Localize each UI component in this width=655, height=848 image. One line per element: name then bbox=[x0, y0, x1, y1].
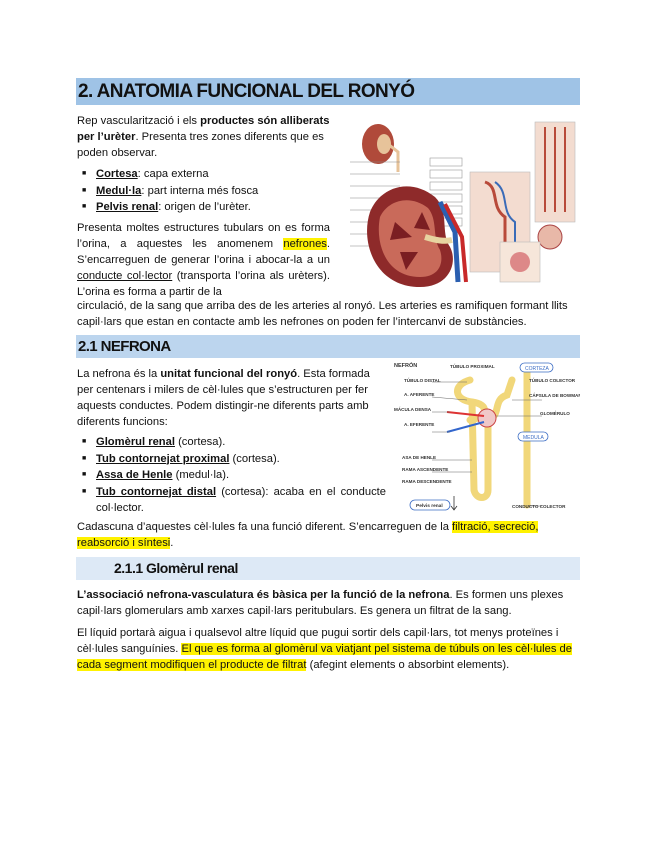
nefron-label: NEFRÓN bbox=[394, 363, 418, 369]
nephron-parts-list bbox=[80, 434, 386, 517]
zones-list bbox=[80, 166, 340, 216]
nephron-figure bbox=[392, 360, 580, 515]
corteza-label: CORTEZA bbox=[525, 366, 549, 372]
glomerulo-label: GLOMÉRULO bbox=[540, 411, 570, 416]
section-heading-glomerul: 2.1.1 Glomèrul renal bbox=[76, 557, 580, 580]
distal-label: TÚBULO DISTAL bbox=[404, 378, 441, 383]
proximal-label: TÚBULO PROXIMAL bbox=[450, 364, 495, 369]
aferente-label: A. AFERENTE bbox=[404, 392, 435, 397]
kidney-anatomy-figure bbox=[340, 112, 580, 292]
list-item: ■ Glomèrul renal (cortesa). bbox=[80, 434, 386, 451]
eferente-label: A. EFERENTE bbox=[404, 422, 435, 427]
funcions-paragraph: Cadascuna d’aquestes cèl·lules fa una funció diferent. S’encarreguen de la filtració, secreció, reabsorció i síntesi. bbox=[77, 521, 539, 549]
conducto-label: CONDUCTO COLECTOR bbox=[512, 504, 566, 509]
list-item: ■ Medul·la: part interna més fosca bbox=[80, 183, 340, 200]
nefrona-paragraph: La nefrona és la unitat funcional del ronyó. Esta formada per centenars i milers de cèl·lules que s’estructuren per fer aquests conductes. Podem distingir-ne diferents parts amb diferents funcions: bbox=[77, 368, 370, 428]
section-heading-nefrona: 2.1 NEFRONA bbox=[76, 335, 580, 358]
medula-label: MEDULA bbox=[523, 435, 544, 441]
circulacio-paragraph: circulació, de la sang que arriba des de les arteries al ronyó. Les arteries es ramifiquen formant llits capil·lars que estan en contacte amb les nefrones on poden fer l’intercanvi de substàncies. bbox=[77, 300, 568, 328]
list-item: ■ Pelvis renal: origen de l’urèter. bbox=[80, 199, 340, 216]
pelvis-label: Pelvis renal bbox=[416, 504, 443, 509]
rama-asc-label: RAMA ASCENDENTE bbox=[402, 467, 449, 472]
capsula-label: CÁPSULA DE BOWMAN bbox=[529, 393, 580, 398]
nefrones-paragraph: Presenta moltes estructures tubulars on es forma l’orina, a aquestes les anomenem nefrones. S’encarreguen de generar l’orina i abocar-la a un conducte col·lector (transporta l’orina als urèters). L’orina es forma a partir de la bbox=[77, 222, 330, 298]
glomerul-paragraph-2: El líquid portarà aigua i qualsevol altre líquid que pugui sortir dels capil·lars, tot menys proteïnes i cèl·lules sanguínies. El que es forma al glomèrul va viatjant pel sistema de túbuls on les cèl·lules de cada segment modifiquen el producte de filtrat (afegint elements o absorbint elements). bbox=[77, 627, 573, 671]
section-heading-anatomia: 2. ANATOMIA FUNCIONAL DEL RONYÓ bbox=[76, 78, 580, 105]
rama-desc-label: RAMA DESCENDENTE bbox=[402, 479, 452, 484]
list-item: ■ Cortesa: capa externa bbox=[80, 166, 340, 183]
asa-label: ASA DE HENLE bbox=[402, 455, 437, 460]
glomerul-paragraph-1: L’associació nefrona-vasculatura és bàsica per la funció de la nefrona. Es formen uns plexes capil·lars glomerulars amb xarxes capil·lars peritubulars. Es genera un filtrat de la sang. bbox=[77, 589, 564, 617]
macula-label: MÁCULA DENSA bbox=[394, 407, 432, 412]
intro-paragraph: Rep vascularització i els productes són alliberats per l’urèter. Presenta tres zones diferents que es poden observar. bbox=[77, 115, 330, 159]
glomerulus-shape bbox=[478, 409, 496, 427]
list-item: ■ Assa de Henle (medul·la). bbox=[80, 467, 386, 484]
colector-label: TÚBULO COLECTOR bbox=[529, 378, 576, 383]
list-item: ■ Tub contornejat distal (cortesa): acaba en el conducte col·lector. bbox=[80, 484, 386, 517]
list-item: ■ Tub contornejat proximal (cortesa). bbox=[80, 451, 386, 468]
